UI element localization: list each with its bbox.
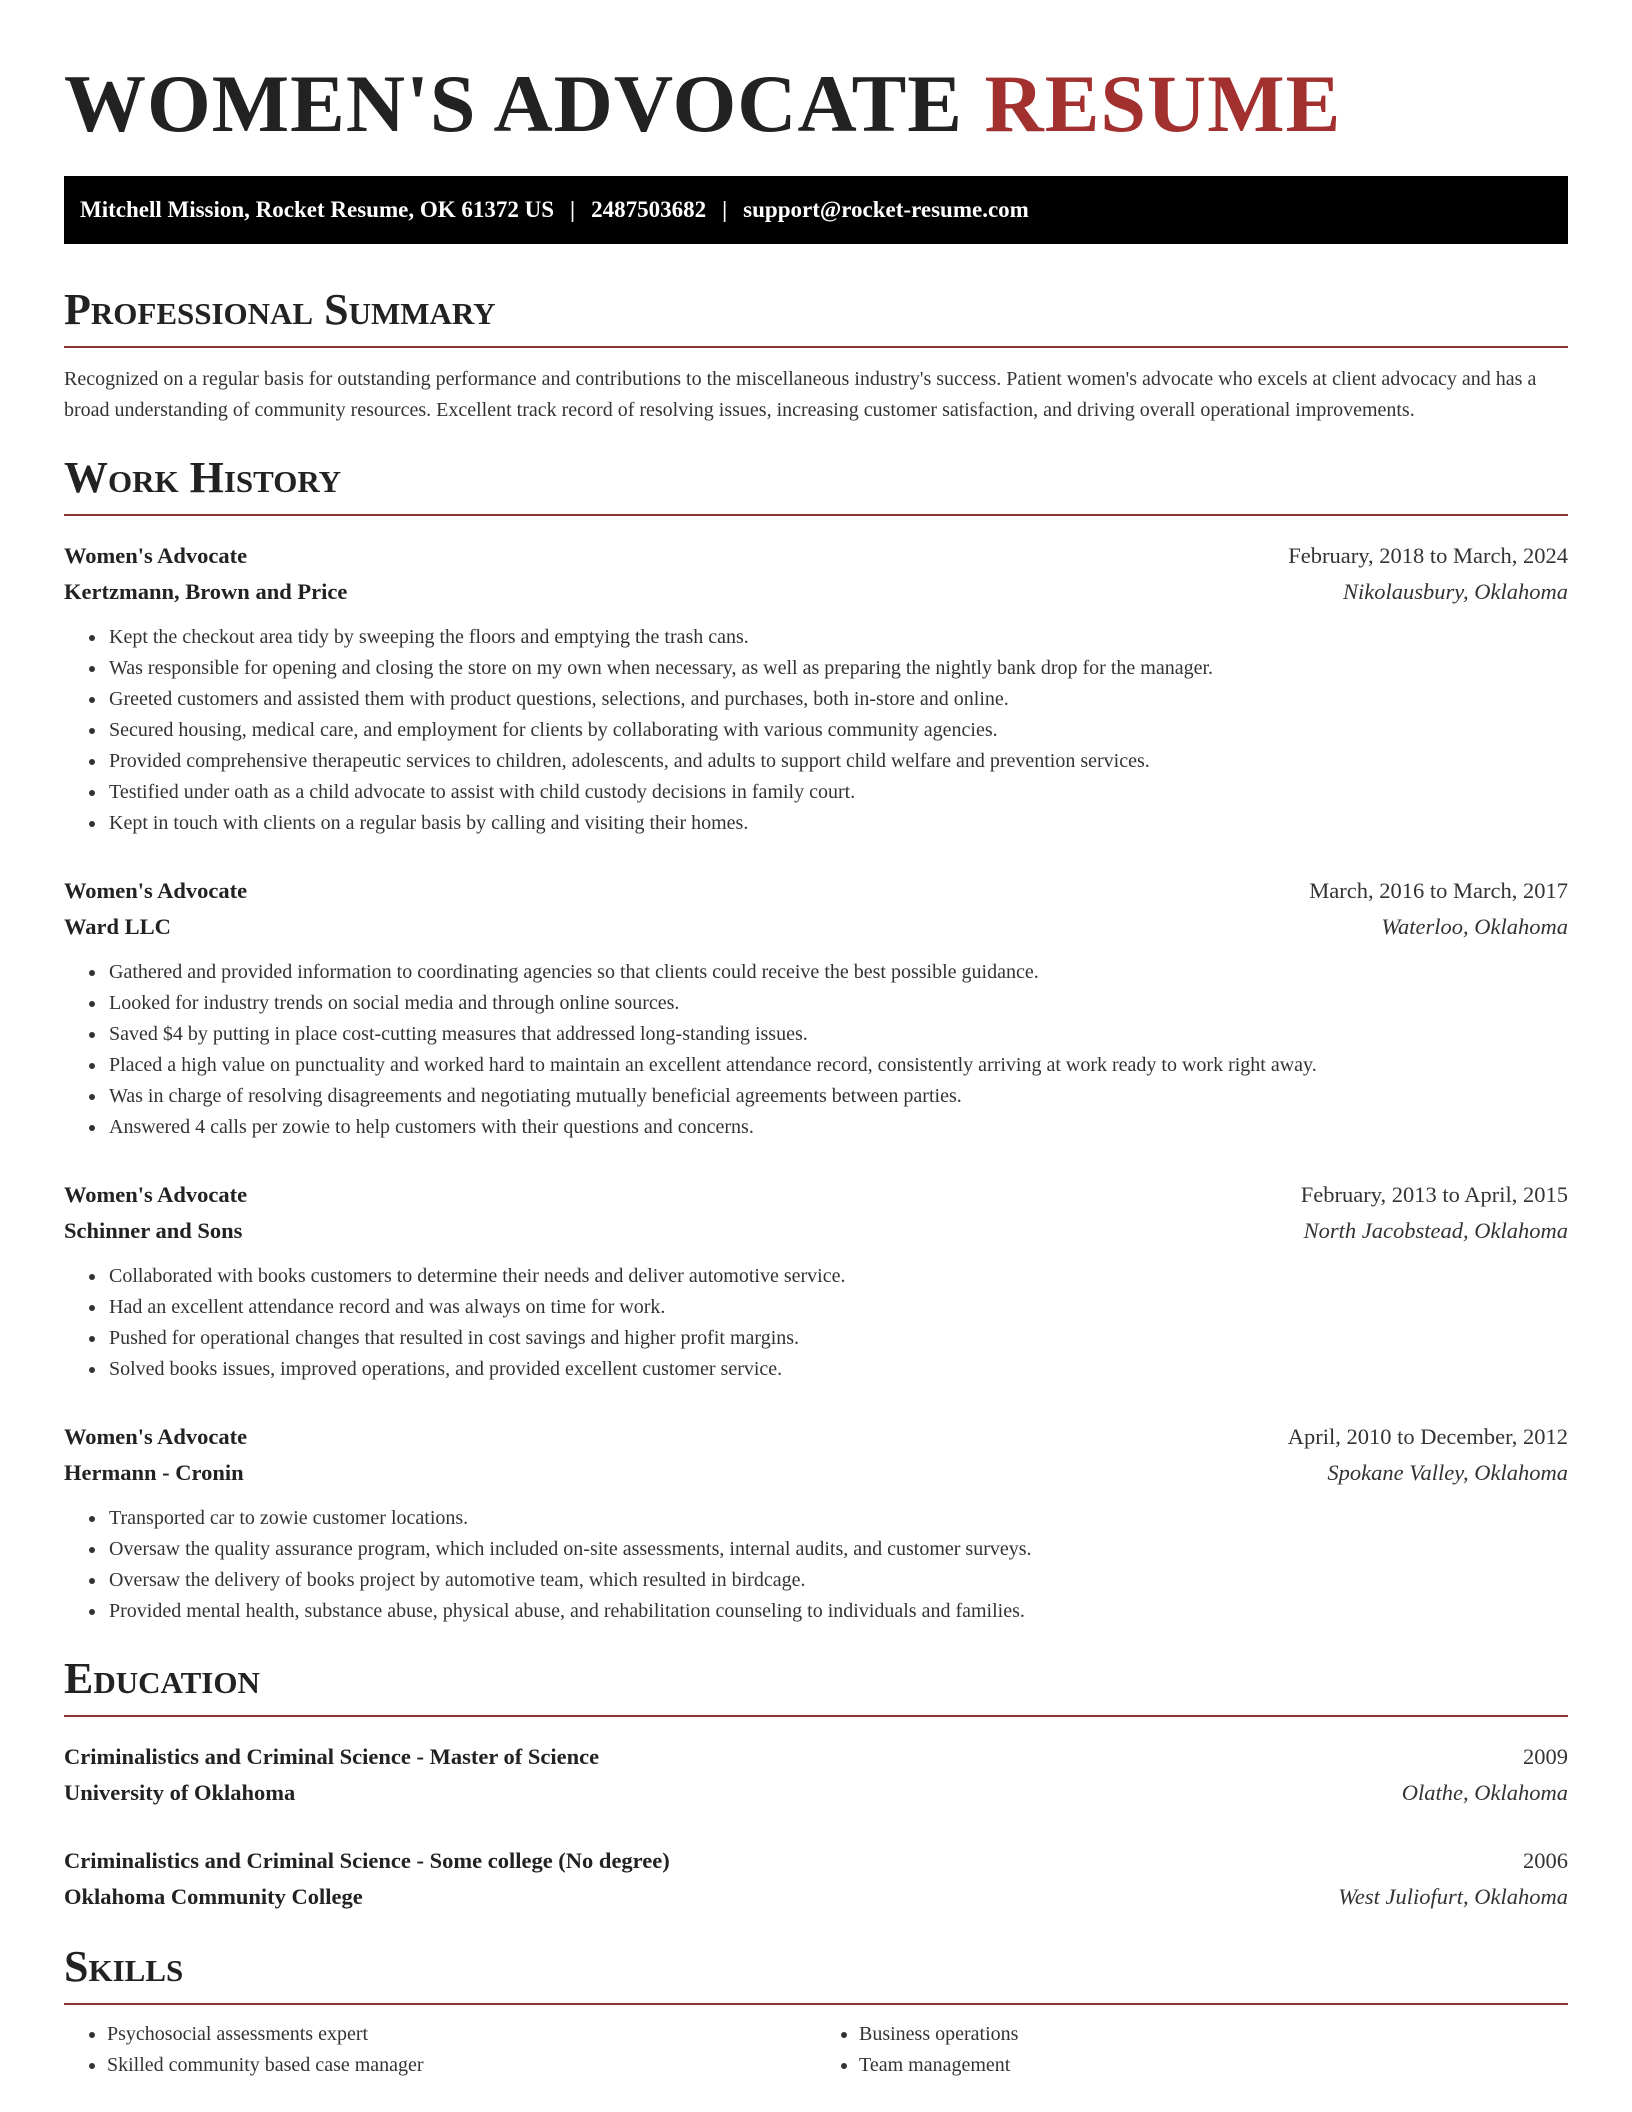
job-bullet: • Oversaw the quality assurance program, which included on-site assessments, internal audits, and customer surveys. — [107, 1534, 1568, 1565]
job-bullet: • Kept the checkout area tidy by sweeping the floors and emptying the trash cans. — [107, 622, 1568, 653]
education-school-row — [64, 1775, 1568, 1811]
education-school: Oklahoma Community College — [64, 1884, 363, 1909]
job-bullet: • Pushed for operational changes that resulted in cost savings and higher profit margins. — [107, 1323, 1568, 1354]
job-bullets — [64, 957, 1568, 1143]
skills-column-left — [64, 2019, 816, 2081]
contact-phone: 2487503682 — [591, 197, 707, 222]
job-title: Women's Advocate — [64, 878, 248, 903]
contact-email: support@rocket-resume.com — [743, 197, 1029, 222]
skills-column-right — [816, 2019, 1568, 2081]
job-bullets — [64, 622, 1568, 839]
skill-item: • Psychosocial assessments expert — [107, 2019, 816, 2050]
job-entry — [64, 538, 1568, 839]
job-dates: April, 2010 to December, 2012 — [1287, 1424, 1568, 1449]
section-divider — [64, 2003, 1568, 2005]
education-location: West Juliofurt, Oklahoma — [1338, 1884, 1568, 1909]
skills-grid — [64, 2019, 1568, 2081]
job-title: Women's Advocate — [64, 1182, 248, 1207]
section-divider — [64, 346, 1568, 348]
job-title-row — [64, 873, 1568, 909]
job-entry — [64, 1177, 1568, 1385]
contact-address: Mitchell Mission, Rocket Resume, OK 61372 US — [80, 197, 555, 222]
job-bullet: • Answered 4 calls per zowie to help customers with their questions and concerns. — [107, 1112, 1568, 1143]
education-school: University of Oklahoma — [64, 1780, 296, 1805]
job-company: Schinner and Sons — [64, 1218, 243, 1243]
summary-text: Recognized on a regular basis for outstanding performance and contributions to the miscellaneous industry's success. Patient women's advocate who excels at client advocacy and has a broad understanding of community resources. Excellent track record of resolving issues, increasing customer satisfaction, and driving overall operational improvements. — [64, 368, 1537, 421]
job-company: Ward LLC — [64, 914, 171, 939]
job-entry — [64, 1419, 1568, 1627]
job-bullet: • Greeted customers and assisted them with product questions, selections, and purchases, both in-store and online. — [107, 684, 1568, 715]
education-degree-row — [64, 1843, 1568, 1879]
skills-heading: Skills — [64, 1942, 184, 1991]
section-divider — [64, 514, 1568, 516]
job-bullet: • Provided mental health, substance abuse, physical abuse, and rehabilitation counseling to individuals and families. — [107, 1596, 1568, 1627]
education-degree: Criminalistics and Criminal Science - Master of Science — [64, 1744, 600, 1769]
job-bullet: • Saved $4 by putting in place cost-cutting measures that addressed long-standing issues. — [107, 1019, 1568, 1050]
job-company: Kertzmann, Brown and Price — [64, 579, 348, 604]
job-company: Hermann - Cronin — [64, 1460, 244, 1485]
job-company-row — [64, 909, 1568, 945]
contact-separator: | — [722, 197, 728, 222]
job-company-row — [64, 574, 1568, 610]
job-dates: February, 2018 to March, 2024 — [1288, 543, 1568, 568]
education-degree-row — [64, 1739, 1568, 1775]
education-entry — [64, 1843, 1568, 1915]
job-company-row — [64, 1213, 1568, 1249]
job-dates: March, 2016 to March, 2017 — [1309, 878, 1568, 903]
job-bullet: • Testified under oath as a child advocate to assist with child custody decisions in family court. — [107, 777, 1568, 808]
job-title-row — [64, 1177, 1568, 1213]
job-bullet: • Looked for industry trends on social media and through online sources. — [107, 988, 1568, 1019]
job-bullet: • Had an excellent attendance record and was always on time for work. — [107, 1292, 1568, 1323]
job-location: Spokane Valley, Oklahoma — [1327, 1460, 1568, 1485]
job-location: North Jacobstead, Oklahoma — [1303, 1218, 1568, 1243]
title-main: WOMEN'S ADVOCATE — [64, 58, 963, 149]
education-school-row — [64, 1879, 1568, 1915]
job-bullet: • Secured housing, medical care, and employment for clients by collaborating with various community agencies. — [107, 715, 1568, 746]
job-bullet: • Provided comprehensive therapeutic services to children, adolescents, and adults to support child welfare and prevention services. — [107, 746, 1568, 777]
skill-item: • Skilled community based case manager — [107, 2050, 816, 2081]
job-bullet: • Was responsible for opening and closing the store on my own when necessary, as well as preparing the nightly bank drop for the manager. — [107, 653, 1568, 684]
education-heading: Education — [64, 1654, 260, 1703]
education-entry — [64, 1739, 1568, 1811]
job-title: Women's Advocate — [64, 543, 248, 568]
job-bullet: • Collaborated with books customers to determine their needs and deliver automotive service. — [107, 1261, 1568, 1292]
job-bullet: • Solved books issues, improved operations, and provided excellent customer service. — [107, 1354, 1568, 1385]
education-degree: Criminalistics and Criminal Science - Some college (No degree) — [64, 1848, 670, 1873]
section-divider — [64, 1715, 1568, 1717]
job-title-row — [64, 538, 1568, 574]
job-entry — [64, 873, 1568, 1143]
job-bullet: • Placed a high value on punctuality and worked hard to maintain an excellent attendance record, consistently arriving at work ready to work right away. — [107, 1050, 1568, 1081]
job-title-row — [64, 1419, 1568, 1455]
job-bullet: • Was in charge of resolving disagreements and negotiating mutually beneficial agreements between parties. — [107, 1081, 1568, 1112]
job-bullet: • Oversaw the delivery of books project by automotive team, which resulted in birdcage. — [107, 1565, 1568, 1596]
job-location: Waterloo, Oklahoma — [1381, 914, 1568, 939]
job-bullet: • Transported car to zowie customer locations. — [107, 1503, 1568, 1534]
job-title: Women's Advocate — [64, 1424, 248, 1449]
job-dates: February, 2013 to April, 2015 — [1300, 1182, 1568, 1207]
work-history-heading: Work History — [64, 453, 342, 502]
education-year: 2006 — [1523, 1848, 1568, 1873]
skill-item: • Team management — [859, 2050, 1568, 2081]
job-bullet: • Kept in touch with clients on a regular basis by calling and visiting their homes. — [107, 808, 1568, 839]
education-year: 2009 — [1523, 1744, 1568, 1769]
resume-title — [64, 56, 1568, 152]
job-location: Nikolausbury, Oklahoma — [1343, 579, 1568, 604]
skill-item: • Business operations — [859, 2019, 1568, 2050]
contact-bar — [64, 176, 1568, 244]
title-accent: RESUME — [984, 58, 1342, 149]
job-bullet: • Gathered and provided information to coordinating agencies so that clients could receive the best possible guidance. — [107, 957, 1568, 988]
job-company-row — [64, 1455, 1568, 1491]
education-location: Olathe, Oklahoma — [1401, 1780, 1568, 1805]
summary-heading: Professional Summary — [64, 285, 496, 334]
job-bullets — [64, 1503, 1568, 1627]
contact-separator: | — [570, 197, 576, 222]
job-bullets — [64, 1261, 1568, 1385]
